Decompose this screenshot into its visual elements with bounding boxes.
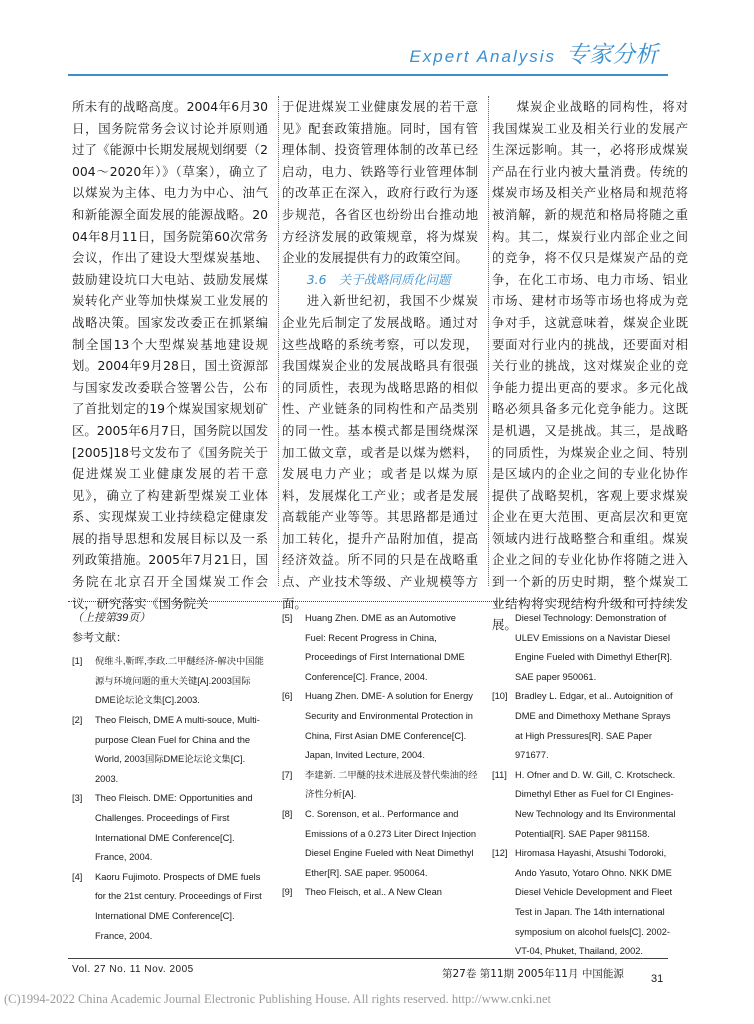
page-number: 31	[651, 973, 664, 985]
references-divider	[68, 601, 680, 602]
footer-rule	[68, 958, 668, 959]
paragraph: 于促进煤炭工业健康发展的若干意见》配套政策措施。同时，国有管理体制、投资管理体制的改革已经启动，电力、铁路等行业管理体制的改革正在深入，政府行政行为逐步规范，各省区也纷纷出台推动地方经济发展的政策规章，将为煤炭企业的发展提供有力的政策空间。	[282, 99, 478, 266]
reference-item: [3] Theo Fleisch. DME: Opportunities and Challenges. Proceedings of First International DME Conference[C]. France, 2004.	[72, 793, 253, 863]
footer-journal-info: 第27卷 第11期 2005年11月 中国能源	[442, 968, 624, 980]
body-column-2	[282, 96, 478, 614]
body-column-3	[492, 96, 688, 636]
references-title: 参考文献：	[72, 631, 127, 644]
reference-item: [11] H. Ofner and D. W. Gill, C. Krotscheck. Dimethyl Ether as Fuel for CI Engines- New Technology and Its Environmental Potential[R]. SAE Paper 981158.	[492, 769, 676, 839]
reference-item: [6] Huang Zhen. DME- A solution for Energy Security and Environmental Protection in China, First Asian DME Conference[C]. Japan, Invited Lecture, 2004.	[282, 691, 473, 761]
reference-item: [2] Theo Fleisch, DME A multi-souce, Multi-purpose Clean Fuel for China and the World, 2003国际DME论坛论文集[C]. 2003.	[72, 714, 260, 784]
reference-item: [10] Bradley L. Edgar, et al.. Autoignition of DME and Dimethoxy Methane Sprays at High Pressures[R]. SAE Paper 971677.	[492, 691, 673, 761]
reference-item: [8] C. Sorenson, et al.. Performance and Emissions of a 0.273 Liter Direct Injection Diesel Engine Fueled with Neat Dimethyl Ether[R]. SAE paper. 950064.	[282, 808, 477, 878]
body-column-1	[72, 96, 268, 614]
paragraph: 所未有的战略高度。2004年6月30日，国务院常务会议讨论并原则通过了《能源中长期发展规划纲要（2004～2020年）》（草案），确立了以煤炭为主体、电力为中心、油气和新能源全面发展的能源战略。2004年8月11日，国务院第60次常务会议，作出了建设大型煤炭基地、鼓励建设坑口大电站、鼓励发展煤炭转化产业等加快煤炭工业发展的战略决策。国家发改委正在抓紧编制全国13个大型煤炭基地建设规划。2004年9月28日，国土资源部与国家发改委联合签署公告，公布了首批划定的19个煤炭国家规划矿区。2005年6月7日，国务院以国发[2005]18号文发布了《国务院关于促进煤炭工业健康发展的若干意见》，确立了构建新型煤炭工业体系、实现煤炭工业持续稳定健康发展的指导思想和发展目标以及一系列政策措施。2005年7月21日，国务院在北京召开全国煤炭工作会议，研究落实《国务院关	[72, 99, 268, 611]
paragraph: 进入新世纪初，我国不少煤炭企业先后制定了发展战略。通过对这些战略的系统考察，可以发现，我国煤炭企业的发展战略具有很强的同质性，表现为战略思路的相似性、产业链条的同构性和产品类别的同一性。基本模式都是围绕煤深加工做文章，或者是以煤为燃料，发展电力产业；或者是以煤为原料，发展煤化工产业；或者是发展高载能产业等等。其思路都是通过加工转化，提升产品附加值，提高经济效益。所不同的只是在战略重点、产业技术等级、产业规模等方面。	[282, 293, 478, 611]
reference-item: [4] Kaoru Fujimoto. Prospects of DME fuels for the 21st century. Proceedings of First International DME Conference[C]. France, 2004.	[72, 871, 262, 941]
section-heading: 3.6 关于战略同质化问题	[306, 271, 451, 287]
reference-item: [12] Hiromasa Hayashi, Atsushi Todoroki, Ando Yasuto, Yotaro Ohno. NKK DME Diesel Vehicle Development and Fleet Test in Japan. The 14th international symposium on alcohol fuels[C]. 2002-VT-04, Phuket, Thailand, 2002.	[492, 848, 673, 957]
references-column-1	[72, 609, 264, 946]
references-column-3	[492, 609, 680, 962]
reference-item: [9] Theo Fleisch, et al.. A New Clean	[282, 887, 442, 898]
reference-item: [1] 倪维斗,靳晖,李政.二甲醚经济-解决中国能源与环境问题的重大关键[A].2003国际DME论坛论文集[C].2003.	[72, 656, 264, 706]
header-chinese-title: 专家分析	[566, 42, 658, 68]
header-english-title: Expert Analysis	[409, 47, 556, 66]
continued-note: （上接第39页）	[72, 612, 151, 624]
reference-item: [7] 李建新. 二甲醚的技术进展及替代柴油的经济性分析[A].	[282, 769, 478, 800]
references-column-2	[282, 609, 478, 903]
references-section	[68, 609, 680, 957]
page-header	[409, 36, 658, 69]
paragraph: 煤炭企业战略的同构性，将对我国煤炭工业及相关行业的发展产生深远影响。其一，必将形成煤炭产品在行业内被大量消费。传统的煤炭市场及相关产业格局和规范将被消解，新的规范和格局将随之重构。其二，煤炭行业内部企业之间的竞争，将不仅只是煤炭产品的竞争，在化工市场、电力市场、铝业市场、建材市场等市场也将成为竞争对手，这就意味着，煤炭企业既要面对行业内的挑战，还要面对相关行业的挑战，这对煤炭企业的竞争能力提出更高的要求。多元化战略必须具备多元化竞争能力。这既是机遇，又是挑战。其三，是战略的同质性，为煤炭企业之间、特别是区域内的企业之间的专业化协作提供了战略契机，客观上要求煤炭企业在更大范围、更高层次和更宽领域内进行战略整合和重组。煤炭企业之间的专业化协作将随之进入到一个新的历史时期，整个煤炭工业结构将实现结构升级和可持续发展。	[492, 99, 688, 633]
footer-volume-info: Vol. 27 No. 11 Nov. 2005	[72, 964, 194, 975]
reference-item: [5] Huang Zhen. DME as an Automotive Fuel: Recent Progress in China, Proceedings of First International DME Conference[C]. France, 2004.	[282, 613, 465, 682]
copyright-watermark: (C)1994-2022 China Academic Journal Electronic Publishing House. All rights reserved. http://www.cnki.net	[4, 992, 552, 1006]
header-rule	[68, 74, 668, 76]
reference-continuation: Diesel Technology: Demonstration of ULEV Emissions on a Navistar Diesel Engine Fueled with Dimethyl Ether[R]. SAE paper 950061.	[515, 613, 673, 682]
